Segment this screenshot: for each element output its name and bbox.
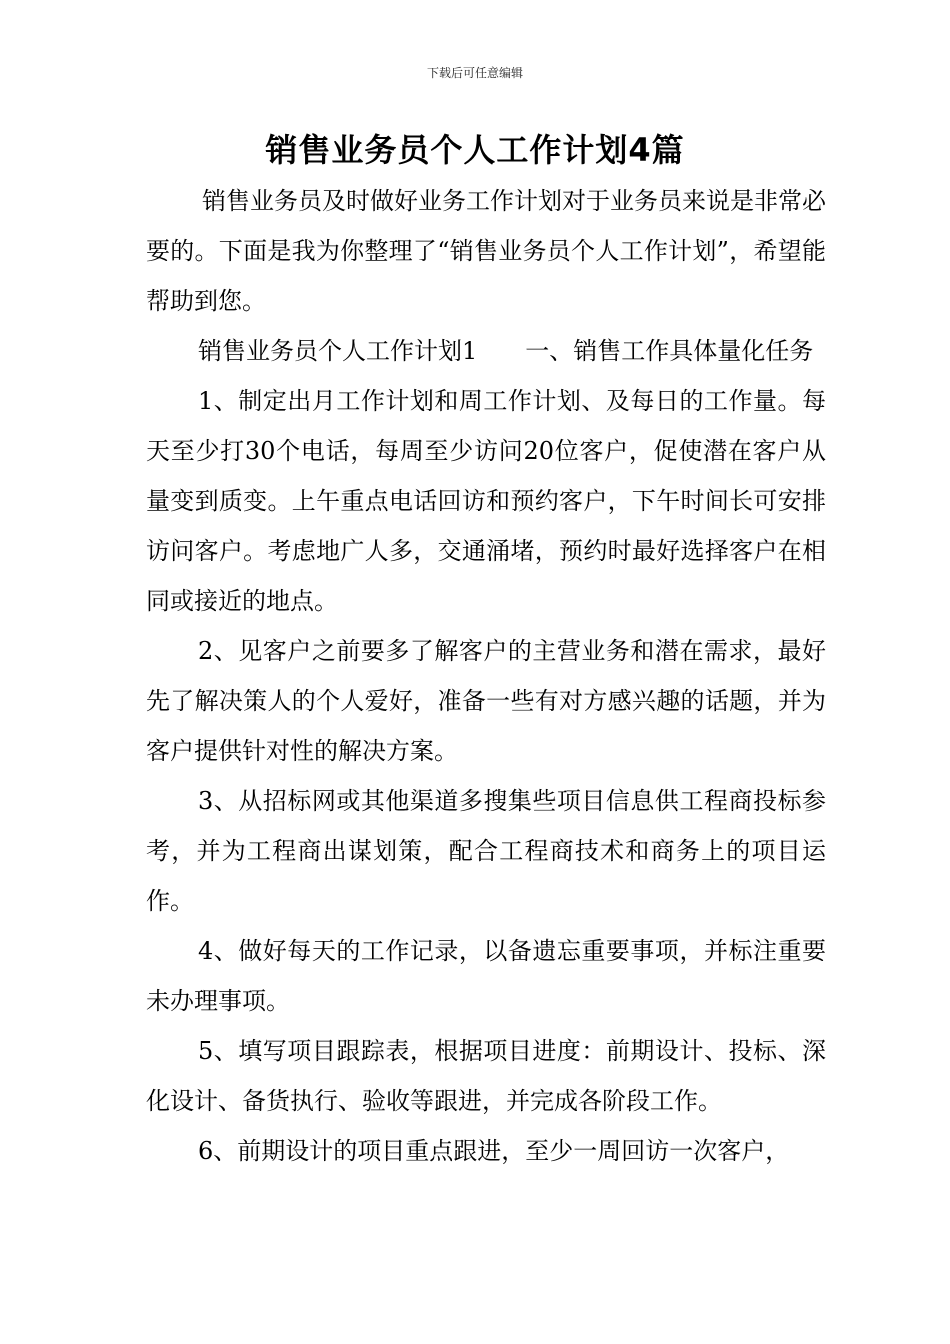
document-body xyxy=(146,176,826,1176)
section-heading-paragraph xyxy=(146,326,826,376)
list-item: 3、从招标网或其他渠道多搜集些项目信息供工程商投标参考，并为工程商出谋划策，配合工程商技术和商务上的项目运作。 xyxy=(146,787,826,915)
list-item: 1、制定出月工作计划和周工作计划、及每日的工作量。每天至少打30个电话，每周至少访问20位客户，促使潜在客户从量变到质变。上午重点电话回访和预约客户，下午时间长可安排访问客户。考虑地广人多，交通涌堵，预约时最好选择客户在相同或接近的地点。 xyxy=(146,387,826,615)
intro-paragraph: 销售业务员及时做好业务工作计划对于业务员来说是非常必要的。下面是我为你整理了“销售业务员个人工作计划”，希望能帮助到您。 xyxy=(146,187,826,315)
list-item: 5、填写项目跟踪表，根据项目进度：前期设计、投标、深化设计、备货执行、验收等跟进，并完成各阶段工作。 xyxy=(146,1037,826,1115)
section-heading: 销售业务员个人工作计划1 xyxy=(198,337,478,365)
document-title: 销售业务员个人工作计划4篇 xyxy=(265,131,685,169)
list-item: 4、做好每天的工作记录，以备遗忘重要事项，并标注重要未办理事项。 xyxy=(146,937,826,1015)
section-subheading: 一、销售工作具体量化任务 xyxy=(525,337,814,365)
page-header: 下载后可任意编辑 xyxy=(426,66,523,80)
list-item: 6、前期设计的项目重点跟进，至少一周回访一次客户， xyxy=(198,1137,790,1165)
list-item: 2、见客户之前要多了解客户的主营业务和潜在需求，最好先了解决策人的个人爱好，准备一些有对方感兴趣的话题，并为客户提供针对性的解决方案。 xyxy=(146,637,826,765)
